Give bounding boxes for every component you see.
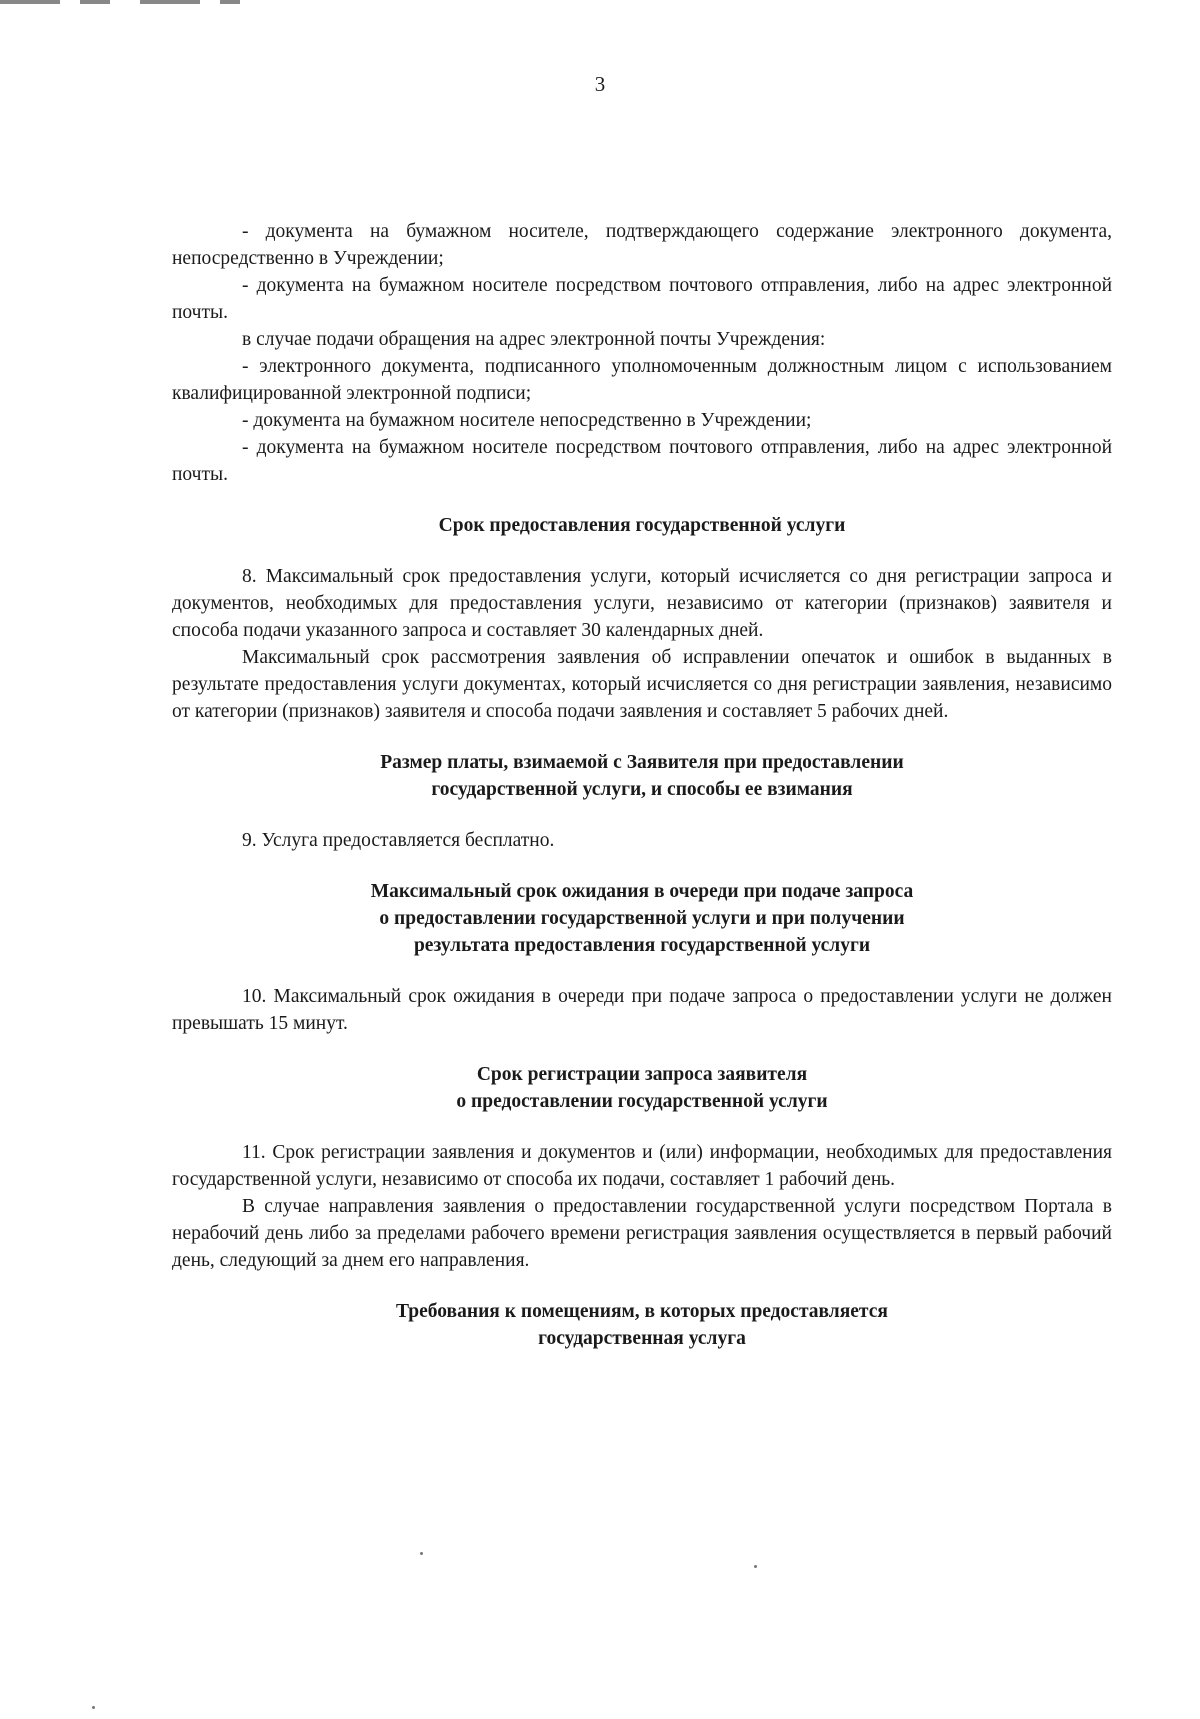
heading-line: Срок регистрации запроса заявителя	[476, 1064, 808, 1085]
document-body	[172, 218, 1112, 1352]
scan-speck	[92, 1706, 95, 1709]
list-item: - документа на бумажном носителе непосредственно в Учреждении;	[242, 410, 812, 431]
scan-speck	[420, 1552, 423, 1555]
section-heading-queue	[172, 878, 1112, 959]
heading-line: о предоставлении государственной услуги	[456, 1091, 828, 1112]
paragraph: В случае направления заявления о предоставлении государственной услуги посредством Портала в нерабочий день либо за пределами рабочего времени регистрация заявления осуществляется в первый рабочий день, следующий за днем его направления.	[172, 1196, 1112, 1271]
heading-line: результата предоставления государственной услуги	[413, 935, 871, 956]
heading-line: государственной услуги, и способы ее взимания	[431, 779, 853, 800]
heading-line: Требования к помещениям, в которых предоставляется	[396, 1301, 888, 1322]
paragraph-9: 9. Услуга предоставляется бесплатно.	[242, 830, 555, 851]
heading-line: о предоставлении государственной услуги и при получении	[379, 908, 905, 929]
list-item: - документа на бумажном носителе посредством почтового отправления, либо на адрес электронной почты.	[172, 275, 1112, 323]
scan-artifact	[0, 0, 240, 4]
paragraph: Максимальный срок рассмотрения заявления об исправлении опечаток и ошибок в выданных в результате предоставления услуги документах, который исчисляется со дня регистрации заявления, независимо от категории (признаков) заявителя и способа подачи заявления и составляет 5 рабочих дней.	[172, 647, 1112, 722]
heading-line: государственная услуга	[538, 1328, 746, 1349]
heading-line: Размер платы, взимаемой с Заявителя при предоставлении	[380, 752, 904, 773]
heading-line: Максимальный срок ожидания в очереди при подаче запроса	[370, 881, 914, 902]
list-item: - электронного документа, подписанного уполномоченным должностным лицом с использованием квалифицированной электронной подписи;	[172, 356, 1112, 404]
paragraph-11: 11. Срок регистрации заявления и документов и (или) информации, необходимых для предоставления государственной услуги, независимо от способа их подачи, составляет 1 рабочий день.	[172, 1142, 1112, 1190]
list-item: - документа на бумажном носителе посредством почтового отправления, либо на адрес электронной почты.	[172, 437, 1112, 485]
list-intro: в случае подачи обращения на адрес электронной почты Учреждения:	[242, 329, 826, 350]
section-heading-registration	[172, 1061, 1112, 1115]
scan-speck	[754, 1565, 757, 1568]
section-heading-term	[172, 512, 1112, 539]
heading-line: Срок предоставления государственной услуги	[438, 515, 846, 536]
list-item: - документа на бумажном носителе, подтверждающего содержание электронного документа, непосредственно в Учреждении;	[172, 221, 1112, 269]
page-number: 3	[594, 72, 606, 96]
paragraph-8: 8. Максимальный срок предоставления услуги, который исчисляется со дня регистрации запроса и документов, необходимых для предоставления услуги, независимо от категории (признаков) заявителя и способа подачи указанного запроса и составляет 30 календарных дней.	[172, 566, 1112, 641]
section-heading-fee	[172, 749, 1112, 803]
section-heading-premises	[172, 1298, 1112, 1352]
paragraph-10: 10. Максимальный срок ожидания в очереди при подаче запроса о предоставлении услуги не должен превышать 15 минут.	[172, 986, 1112, 1034]
